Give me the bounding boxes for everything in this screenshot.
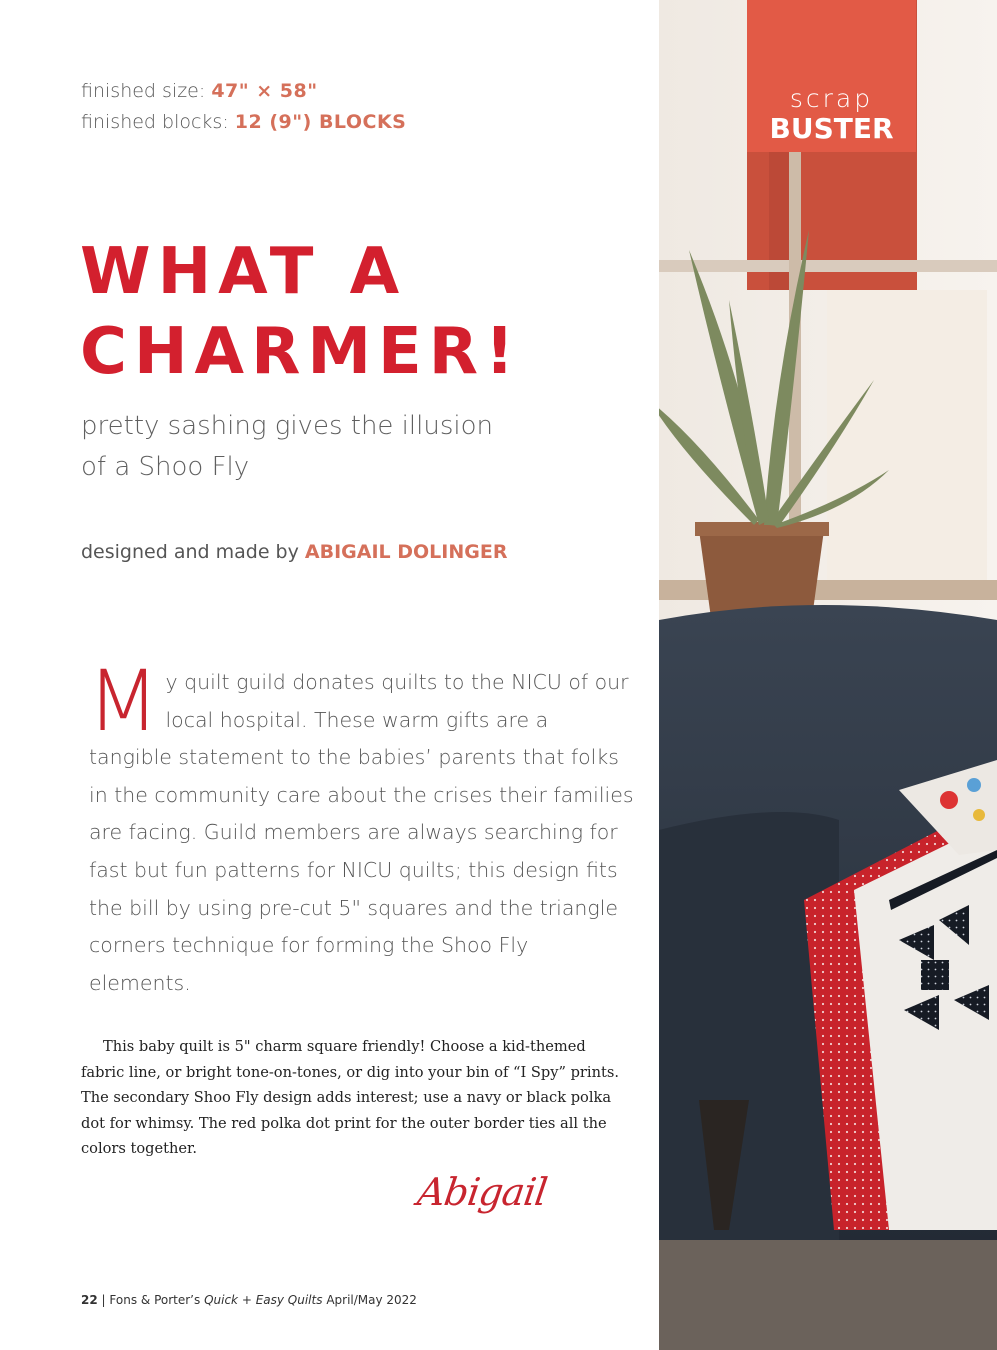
byline-author: ABIGAIL DOLINGER (304, 541, 508, 563)
badge-line-2: BUSTER (769, 112, 894, 145)
finished-blocks-value: 12 (9") BLOCKS (234, 111, 407, 133)
finished-size-value: 47" × 58" (211, 80, 318, 102)
byline (81, 541, 507, 563)
page-title (80, 232, 640, 392)
footer-separator: | (101, 1293, 106, 1307)
project-specs (81, 76, 406, 138)
quilt-photo (659, 0, 997, 1350)
page-number: 22 (81, 1293, 98, 1307)
finished-blocks-line (81, 107, 406, 138)
badge-line-1: scrap (789, 84, 874, 113)
finished-size-line (81, 76, 406, 107)
drop-cap: M (87, 652, 160, 750)
quilt-photo-illustration (659, 0, 997, 1350)
page-footer (81, 1293, 417, 1307)
lead-text: y quilt guild donates quilts to the NICU of our local hospital. These warm gifts are a tangible statement to the babies’ parents that folks in the community care about the crises their families are facing. Guild members are always searching for fast but fun patterns for NICU quilts; this design fits the bill by using pre-cut 5" squares and the triangle corners technique for forming the Shoo Fly elements. (89, 670, 634, 995)
subtitle (81, 406, 561, 488)
signature: Abigail (414, 1170, 550, 1214)
title-line-2: CHARMER! (80, 315, 522, 389)
title-line-1: WHAT A (80, 235, 407, 309)
scrap-buster-badge (747, 0, 916, 152)
subtitle-line-2: of a Shoo Fly (81, 452, 250, 482)
publication-prefix: Fons & Porter’s (109, 1293, 201, 1307)
finished-size-label: finished size: (81, 80, 206, 102)
body-paragraph: This baby quilt is 5" charm square friendly! Choose a kid-themed fabric line, or bright tone-on-tones, or dig into your bin of “I Spy” prints. The secondary Shoo Fly design adds interest; use a navy or black polka dot for whimsy. The red polka dot print for the outer border ties all the colors together. (81, 1038, 619, 1157)
byline-prefix: designed and made by (81, 541, 299, 563)
subtitle-line-1: pretty sashing gives the illusion (81, 411, 493, 441)
finished-blocks-label: finished blocks: (81, 111, 229, 133)
issue-date: April/May 2022 (326, 1293, 417, 1307)
publication-title: Quick + Easy Quilts (204, 1293, 323, 1307)
lead-paragraph (87, 652, 634, 1002)
